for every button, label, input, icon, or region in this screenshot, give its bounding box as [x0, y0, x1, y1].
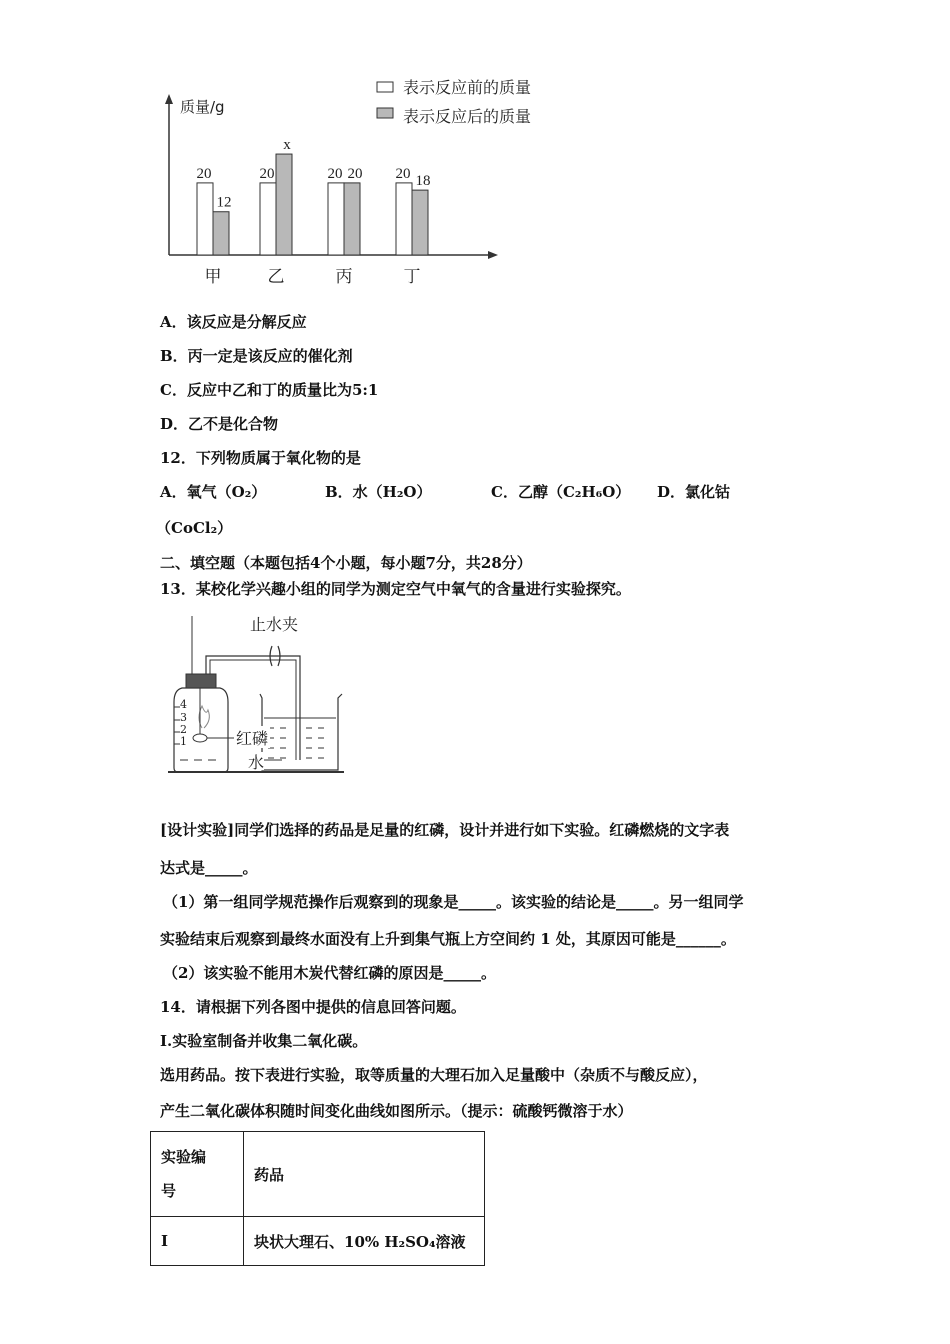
q14-part1-heading: I.实验室制备并收集二氧化碳。 [160, 1032, 368, 1050]
q12-option-d-formula: （CoCl₂） [156, 519, 233, 537]
oxygen-apparatus-diagram [160, 610, 360, 780]
water-label: 水 [248, 753, 265, 772]
flame-icon [199, 706, 209, 728]
bar-label-before-3: 20 [327, 165, 343, 182]
q12-stem: 12．下列物质属于氧化物的是 [160, 449, 361, 467]
bar-label-after-2: x [283, 137, 291, 154]
legend-swatch-before [377, 82, 393, 92]
q13-design-line-1: [设计实验]同学们选择的药品是足量的红磷，设计并进行如下实验。红磷燃烧的文字表 [160, 821, 730, 839]
bar-after-1 [213, 212, 229, 255]
q14-text-line-1: 选用药品。按下表进行实验，取等质量的大理石加入足量酸中（杂质不与酸反应）， [160, 1066, 708, 1084]
header-drug: 药品 [244, 1132, 485, 1217]
legend-swatch-after [377, 108, 393, 118]
q11-option-b: B．丙一定是该反应的催化剂 [160, 347, 353, 365]
bar-before-3 [328, 183, 344, 255]
q14-text-line-2: 产生二氧化碳体积随时间变化曲线如图所示。（提示：硫酸钙微溶于水） [160, 1102, 633, 1120]
bar-label-after-4: 18 [415, 173, 431, 190]
combustion-spoon [193, 734, 207, 742]
table-header-row [151, 1132, 485, 1217]
scale-3: 3 [180, 711, 187, 724]
q13-stem: 13．某校化学兴趣小组的同学为测定空气中氧气的含量进行实验探究。 [160, 580, 631, 598]
table-row [151, 1217, 485, 1266]
category-label-4: 丁 [403, 267, 421, 287]
category-label-3: 丙 [335, 267, 353, 287]
y-axis-arrow [165, 94, 173, 104]
q12-option-a: A．氧气（O₂） [160, 483, 267, 501]
scale-1: 1 [180, 735, 187, 748]
q14-stem: 14．请根据下列各图中提供的信息回答问题。 [160, 998, 466, 1016]
phosphorus-label: 红磷 [236, 729, 269, 748]
bar-label-after-3: 20 [347, 165, 363, 182]
legend-label-before: 表示反应前的质量 [403, 78, 532, 97]
bar-after-2 [276, 154, 292, 255]
row-experiment-number: Ⅰ [151, 1217, 244, 1266]
x-axis-arrow [488, 251, 498, 259]
bar-after-4 [412, 190, 428, 255]
q12-option-c: C．乙醇（C₂H₆O） [491, 483, 631, 501]
q11-option-c: C．反应中乙和丁的质量比为5:1 [160, 381, 379, 399]
bar-label-before-2: 20 [259, 165, 275, 182]
mass-bar-chart [150, 70, 570, 295]
category-label-1: 甲 [204, 267, 222, 287]
bar-label-after-1: 12 [216, 194, 232, 211]
bar-label-before-1: 20 [196, 165, 212, 182]
scale-2: 2 [180, 723, 187, 736]
q13-part1-line-1: （1）第一组同学规范操作后观察到的现象是_____。该实验的结论是_____。另一组同学 [163, 893, 744, 911]
category-label-2: 乙 [267, 267, 285, 287]
bar-before-2 [260, 183, 276, 255]
scale-4: 4 [180, 698, 187, 711]
clamp-label: 止水夹 [250, 615, 299, 634]
bar-before-1 [197, 183, 213, 255]
q13-part1-line-2: 实验结束后观察到最终水面没有上升到集气瓶上方空间约 1 处，其原因可能是______。 [160, 930, 736, 948]
bar-after-3 [344, 183, 360, 255]
q11-option-d: D．乙不是化合物 [160, 415, 279, 433]
q11-option-a: A．该反应是分解反应 [160, 313, 307, 331]
y-axis-label: 质量/g [180, 98, 225, 116]
legend-label-after: 表示反应后的质量 [403, 107, 532, 126]
rubber-stopper [186, 674, 216, 688]
bar-label-before-4: 20 [395, 165, 411, 182]
experiment-table [150, 1131, 485, 1266]
bar-before-4 [396, 183, 412, 255]
section-heading: 二、填空题（本题包括4个小题，每小题7分，共28分） [160, 554, 532, 572]
header-experiment-number: 实验编 号 [151, 1132, 244, 1217]
beaker [260, 694, 342, 770]
q13-design-line-2: 达式是_____。 [160, 859, 258, 877]
row-drug: 块状大理石、10% H₂SO₄溶液 [244, 1217, 485, 1266]
q12-option-d: D．氯化钴 [657, 483, 731, 501]
q12-option-b: B．水（H₂O） [325, 483, 432, 501]
q13-part2: （2）该实验不能用木炭代替红磷的原因是_____。 [163, 964, 496, 982]
